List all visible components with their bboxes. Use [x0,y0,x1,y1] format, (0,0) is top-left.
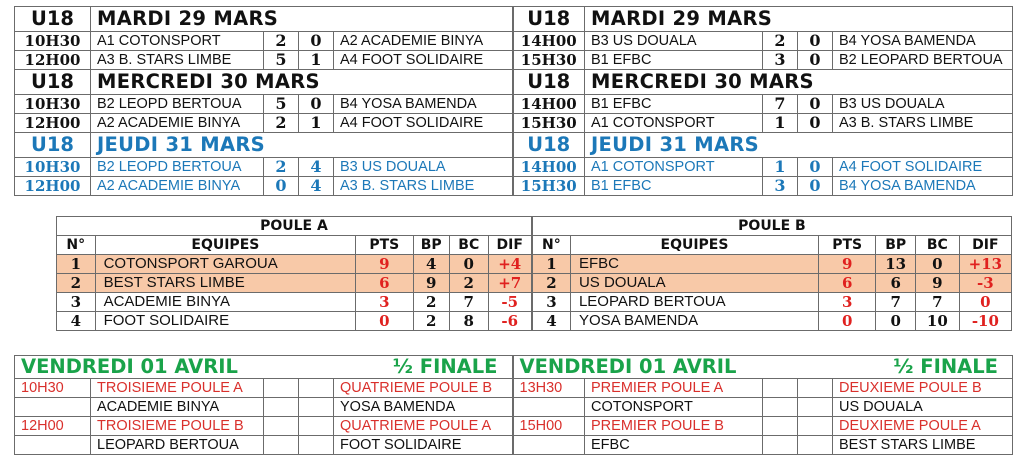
category-label: U18 [15,70,91,95]
semifinal-header-row [15,356,1013,379]
match-time: 12H00 [15,417,91,436]
day-date: MERCREDI 30 MARS [585,70,1013,95]
home-score [763,398,798,417]
day-date: MARDI 29 MARS [585,7,1013,32]
match-time: 15H30 [513,51,585,70]
standings-row [57,274,1012,293]
away-score: 4 [299,158,334,177]
match-time: 15H00 [513,417,585,436]
goals-for: 13 [876,255,916,274]
rank: 4 [57,312,96,331]
home-score: 1 [763,114,798,133]
goals-against: 2 [449,274,488,293]
team-name: LEOPARD BERTOUA [570,293,818,312]
goals-for: 2 [413,293,449,312]
away-team: B3 US DOUALA [833,95,1013,114]
rank: 1 [57,255,96,274]
home-slot: PREMIER POULE B [585,417,763,436]
home-team: A2 ACADEMIE BINYA [91,177,264,196]
semifinal-stage: ½ FINALE [798,356,1013,379]
goals-for: 7 [876,293,916,312]
away-score: 4 [299,177,334,196]
away-score [798,417,833,436]
away-team: A3 B. STARS LIMBE [833,114,1013,133]
away-team: FOOT SOLIDAIRE [334,436,513,455]
home-score: 5 [264,95,299,114]
poule-b-title: POULE B [532,217,1012,236]
semifinal-slot-row [15,417,1013,436]
day-header-row [15,133,1013,158]
home-team: A2 ACADEMIE BINYA [91,114,264,133]
col-header-goals-for: BP [876,236,916,255]
rank: 2 [532,274,571,293]
match-time: 14H00 [513,32,585,51]
match-time: 10H30 [15,32,91,51]
home-score: 2 [264,32,299,51]
away-score: 0 [798,95,833,114]
match-time: 12H00 [15,114,91,133]
col-header-goals-for: BP [413,236,449,255]
team-name: ACADEMIE BINYA [95,293,356,312]
standings-table [56,216,1012,331]
goals-for: 6 [876,274,916,293]
home-team: B2 LEOPD BERTOUA [91,95,264,114]
team-name: FOOT SOLIDAIRE [95,312,356,331]
home-team: EFBC [585,436,763,455]
standings-row [57,255,1012,274]
away-team: YOSA BAMENDA [334,398,513,417]
match-time: 12H00 [15,51,91,70]
goal-difference: 0 [959,293,1011,312]
goals-against: 8 [449,312,488,331]
semifinal-date: VENDREDI 01 AVRIL [513,356,798,379]
points: 6 [819,274,876,293]
goal-difference: -3 [959,274,1011,293]
away-score: 0 [299,32,334,51]
goals-against: 7 [915,293,959,312]
away-score: 0 [798,177,833,196]
away-score [798,436,833,455]
column-header-row [57,236,1012,255]
home-score [264,436,299,455]
day-date: MERCREDI 30 MARS [91,70,513,95]
home-team: A1 COTONSPORT [585,158,763,177]
col-header-teams: EQUIPES [570,236,818,255]
away-slot: QUATRIEME POULE B [334,379,513,398]
semifinal-date: VENDREDI 01 AVRIL [15,356,299,379]
category-label: U18 [513,133,585,158]
away-score [299,379,334,398]
goals-against: 9 [915,274,959,293]
home-team: B2 LEOPD BERTOUA [91,158,264,177]
points: 3 [819,293,876,312]
semifinal-team-row [15,398,1013,417]
goals-for: 2 [413,312,449,331]
goals-against: 10 [915,312,959,331]
away-score: 0 [798,158,833,177]
points: 9 [819,255,876,274]
rank: 1 [532,255,571,274]
match-time: 15H30 [513,114,585,133]
away-score: 0 [299,95,334,114]
away-team: A4 FOOT SOLIDAIRE [833,158,1013,177]
goals-for: 9 [413,274,449,293]
away-slot: DEUXIEME POULE A [833,417,1013,436]
team-name: YOSA BAMENDA [570,312,818,331]
match-row [15,158,1013,177]
goal-difference: +4 [488,255,532,274]
day-header-row [15,70,1013,95]
empty-cell [15,436,91,455]
points: 6 [356,274,413,293]
goals-for: 0 [876,312,916,331]
away-team: US DOUALA [833,398,1013,417]
away-team: B3 US DOUALA [334,158,513,177]
away-score [798,379,833,398]
away-team: B4 YOSA BAMENDA [334,95,513,114]
away-slot: QUATRIEME POULE A [334,417,513,436]
empty-cell [15,398,91,417]
day-date: MARDI 29 MARS [91,7,513,32]
away-team: A4 FOOT SOLIDAIRE [334,51,513,70]
home-slot: PREMIER POULE A [585,379,763,398]
goal-difference: -10 [959,312,1011,331]
home-score: 5 [264,51,299,70]
goal-difference: +7 [488,274,532,293]
col-header-points: PTS [819,236,876,255]
away-score: 0 [798,51,833,70]
home-team: A1 COTONSPORT [91,32,264,51]
home-score: 1 [763,158,798,177]
away-team: B4 YOSA BAMENDA [833,32,1013,51]
home-team: COTONSPORT [585,398,763,417]
points: 9 [356,255,413,274]
col-header-teams: EQUIPES [95,236,356,255]
home-score: 7 [763,95,798,114]
semifinal-stage: ½ FINALE [299,356,513,379]
home-score [264,417,299,436]
rank: 2 [57,274,96,293]
away-score: 0 [798,32,833,51]
away-score [299,398,334,417]
team-name: BEST STARS LIMBE [95,274,356,293]
away-score: 1 [299,114,334,133]
rank: 4 [532,312,571,331]
away-team: B2 LEOPARD BERTOUA [833,51,1013,70]
standings-row [57,312,1012,331]
col-header-number: N° [532,236,571,255]
col-header-number: N° [57,236,96,255]
category-label: U18 [15,133,91,158]
match-time: 10H30 [15,158,91,177]
goals-against: 0 [915,255,959,274]
points: 3 [356,293,413,312]
col-header-difference: DIF [488,236,532,255]
home-score: 2 [264,158,299,177]
home-team: B1 EFBC [585,95,763,114]
day-header-row [15,7,1013,32]
match-row [15,32,1013,51]
match-time: 14H00 [513,95,585,114]
home-score: 3 [763,51,798,70]
home-team: A1 COTONSPORT [585,114,763,133]
goal-difference: -6 [488,312,532,331]
home-slot: TROISIEME POULE A [91,379,264,398]
goals-against: 0 [449,255,488,274]
goals-against: 7 [449,293,488,312]
category-label: U18 [15,7,91,32]
away-score [299,436,334,455]
match-row [15,95,1013,114]
match-time: 15H30 [513,177,585,196]
home-score: 0 [264,177,299,196]
away-score [798,398,833,417]
col-header-points: PTS [356,236,413,255]
category-label: U18 [513,70,585,95]
home-team: B1 EFBC [585,177,763,196]
goals-for: 4 [413,255,449,274]
match-row [15,114,1013,133]
match-time: 10H30 [15,95,91,114]
match-row [15,177,1013,196]
standings-row [57,293,1012,312]
semifinal-slot-row [15,379,1013,398]
home-team: B1 EFBC [585,51,763,70]
category-label: U18 [513,7,585,32]
home-team: B3 US DOUALA [585,32,763,51]
poule-a-title: POULE A [57,217,532,236]
home-score [763,417,798,436]
home-team: LEOPARD BERTOUA [91,436,264,455]
away-team: B4 YOSA BAMENDA [833,177,1013,196]
match-row [15,51,1013,70]
match-time: 12H00 [15,177,91,196]
match-time: 13H30 [513,379,585,398]
away-team: BEST STARS LIMBE [833,436,1013,455]
team-name: US DOUALA [570,274,818,293]
rank: 3 [532,293,571,312]
home-team: A3 B. STARS LIMBE [91,51,264,70]
team-name: EFBC [570,255,818,274]
col-header-goals-against: BC [449,236,488,255]
home-slot: TROISIEME POULE B [91,417,264,436]
away-score: 0 [798,114,833,133]
match-time: 14H00 [513,158,585,177]
away-score: 1 [299,51,334,70]
points: 0 [819,312,876,331]
schedule-table [14,6,1013,196]
poule-title-row [57,217,1012,236]
away-team: A3 B. STARS LIMBE [334,177,513,196]
home-score: 2 [763,32,798,51]
match-time: 10H30 [15,379,91,398]
away-slot: DEUXIEME POULE B [833,379,1013,398]
home-score [264,379,299,398]
empty-cell [513,398,585,417]
away-team: A2 ACADEMIE BINYA [334,32,513,51]
empty-cell [513,436,585,455]
home-score [763,379,798,398]
away-team: A4 FOOT SOLIDAIRE [334,114,513,133]
rank: 3 [57,293,96,312]
goal-difference: +13 [959,255,1011,274]
team-name: COTONSPORT GAROUA [95,255,356,274]
day-date: JEUDI 31 MARS [585,133,1013,158]
goal-difference: -5 [488,293,532,312]
away-score [299,417,334,436]
semifinals-table [14,355,1013,455]
home-score: 2 [264,114,299,133]
home-score [264,398,299,417]
home-score [763,436,798,455]
points: 0 [356,312,413,331]
col-header-goals-against: BC [915,236,959,255]
semifinal-team-row [15,436,1013,455]
day-date: JEUDI 31 MARS [91,133,513,158]
home-team: ACADEMIE BINYA [91,398,264,417]
home-score: 3 [763,177,798,196]
col-header-difference: DIF [959,236,1011,255]
